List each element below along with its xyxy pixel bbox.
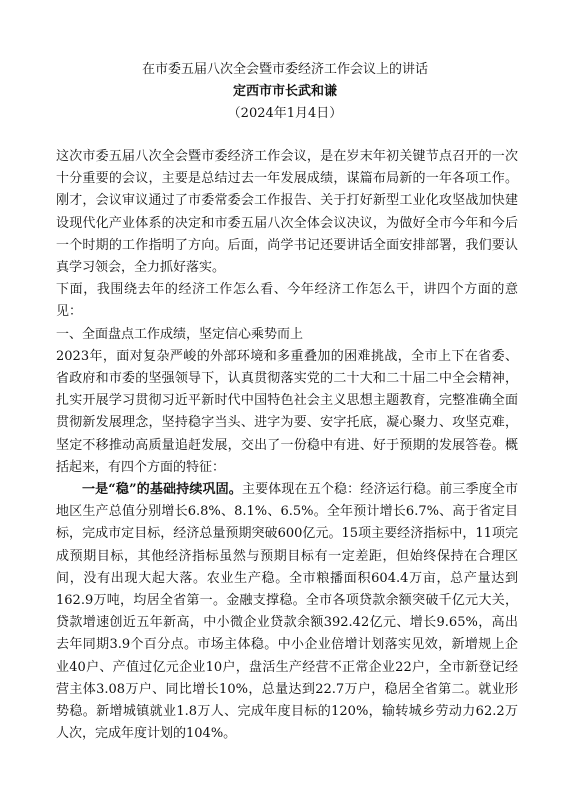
stability-paragraph [56, 479, 518, 745]
stability-lead: 一是“稳”的基础持续巩固。 [82, 482, 242, 498]
outline-paragraph: 下面，我围绕去年的经济工作怎么看、今年经济工作怎么干，讲四个方面的意见： [56, 282, 518, 320]
stability-details: 主要体现在五个稳：经济运行稳。前三季度全市地区生产总值分别增长6.8%、8.1%、6.5%。全年预计增长6.7%、高于省定目标，完成市定目标，经济总量预期突破600亿元。15项主要经济指标中，11项完成预期目标，其他经济指标虽然与预期目标有一定差距，但始终保持在合理区间，没有出现大起大落。农业生产稳。全市粮播面积604.4万亩，总产量达到162.9万吨，均居全省第一。金融支撑稳。全市各项贷款余额突破千亿元大关，贷款增速创近五年新高，中小微企业贷款余额392.42亿元、增长9.65%，高出去年同期3.9个百分点。市场主体稳。中小企业倍增计划落实见效，新增规上企业40户、产值过亿元企业10户，盘活生产经营不正常企业22户，全市新登记经营主体3.08万户、同比增长10%，总量达到22.7万户，稳居全省第二。就业形势稳。新增城镇就业1.8万人、完成年度目标的120%，输转城乡劳动力62.2万人次，完成年度计划的104%。 [56, 482, 518, 742]
document-title: 在市委五届八次全会暨市委经济工作会议上的讲话 [141, 62, 428, 77]
intro-paragraph: 这次市委五届八次全会暨市委经济工作会议，是在岁末年初关键节点召开的一次十分重要的会议，主要是总结过去一年发展成绩，谋篇布局新的一年各项工作。刚才，会议审议通过了市委常委会工作报告、关于打好新型工业化攻坚战加快建设现代化产业体系的决定和市委五届八次全体会议决议，为做好全市今年和今后一个时期的工作指明了方向。后面，尚学书记还要讲话全面安排部署，我们要认真学习领会，全力抓好落实。 [56, 149, 518, 276]
document-header [0, 59, 570, 125]
section-heading-1: 一、全面盘点工作成绩，坚定信心乘势而上 [56, 326, 304, 342]
achievements-paragraph: 2023年，面对复杂严峻的外部环境和多重叠加的困难挑战，全市上下在省委、省政府和市委的坚强领导下，认真贯彻落实党的二十大和二十届二中全会精神，扎实开展学习贯彻习近平新时代中国特色社会主义思想主题教育，完整准确全面贯彻新发展理念，坚持稳字当头、进字为要、安字托底，凝心聚力、攻坚克难，坚定不移推动高质量追赶发展，交出了一份稳中有进、好于预期的发展答卷。概括起来，有四个方面的特征： [56, 348, 518, 475]
speech-date: （2024年1月4日） [227, 106, 343, 121]
speaker-line: 定西市市长武和谦 [232, 84, 337, 99]
document-body [56, 146, 518, 745]
